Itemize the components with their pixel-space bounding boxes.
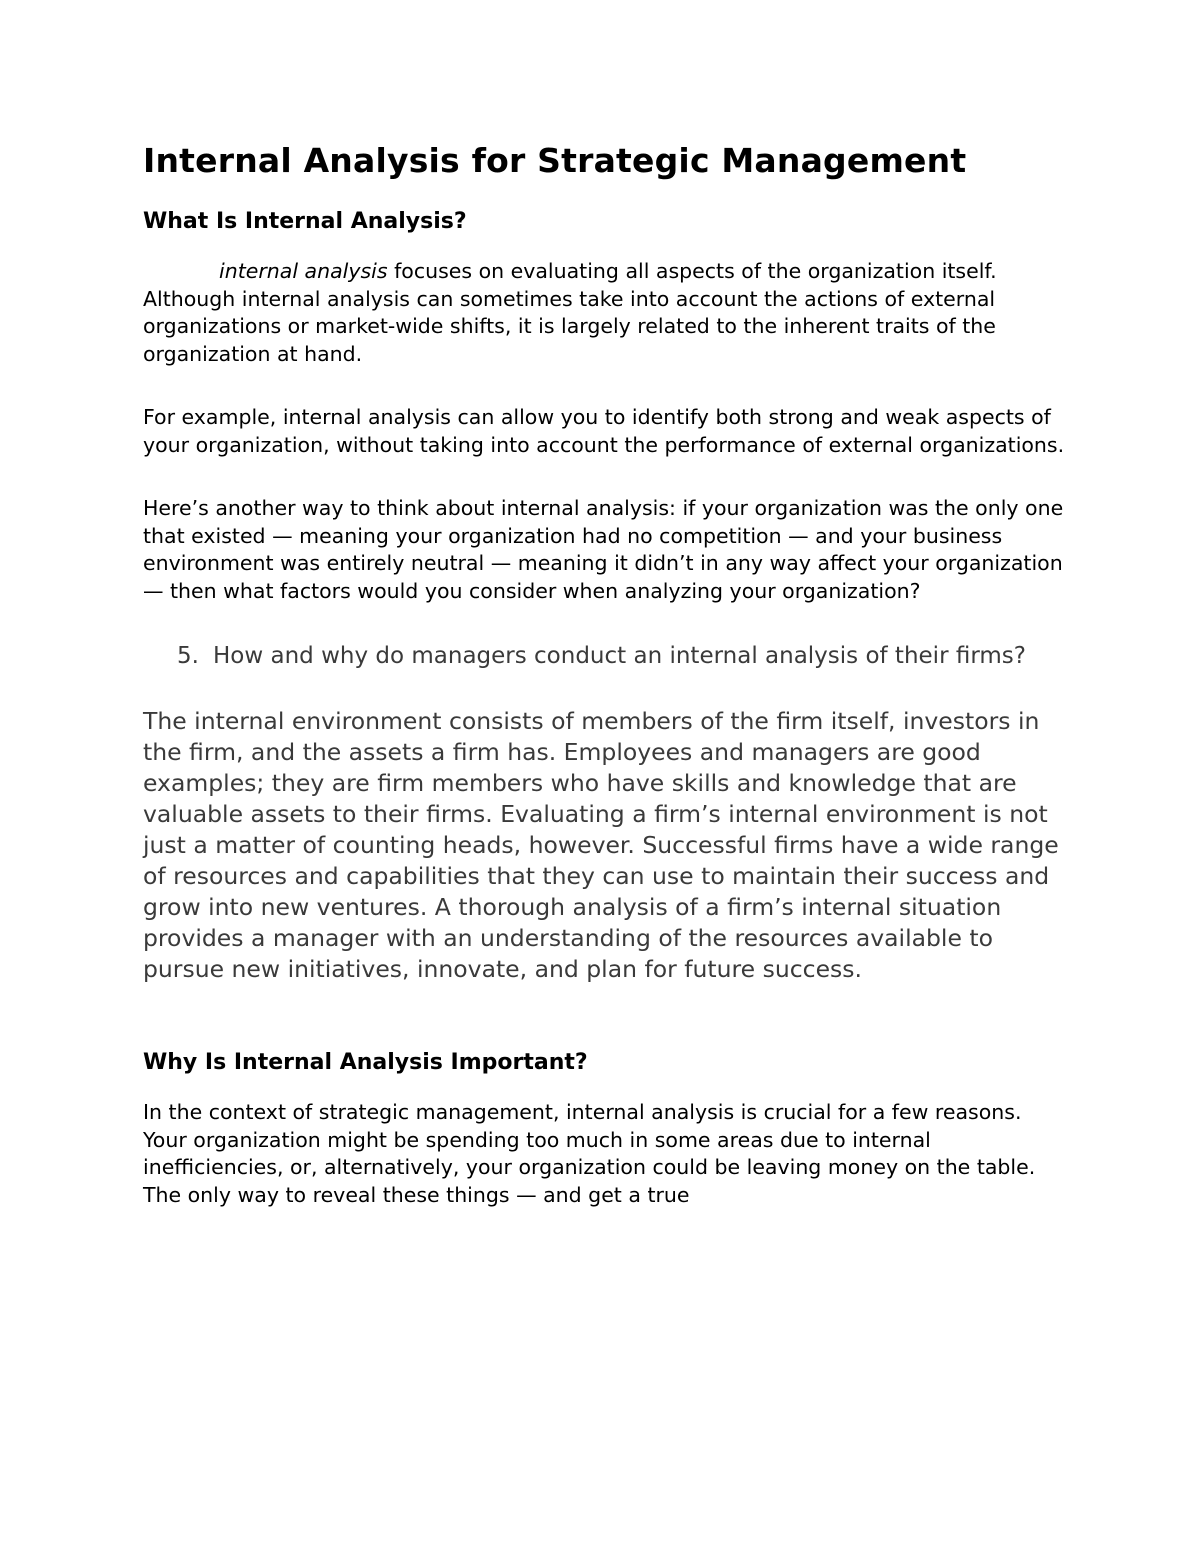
term-internal-analysis: internal analysis [219,259,388,283]
question-text: How and why do managers conduct an internal analysis of their firms? [213,643,1026,669]
document-content [143,140,1068,1245]
paragraph-context: In the context of strategic management, internal analysis is crucial for a few reasons. Your organization might be spending too much in some areas due to internal inefficiencies, or, alternatively, your organization could be leaving money on the table. The only way to reveal these things — and get a true [143,1100,1036,1207]
paragraph-definition-text: focuses on evaluating all aspects of the organization itself. Although internal analysis can sometimes take into account the actions of external organizations or market-wide shifts, it is largely related to the inherent traits of the organization at hand. [143,259,997,366]
paragraph-definition [143,258,1068,368]
answer-paragraph: The internal environment consists of members of the firm itself, investors in the firm, and the assets a firm has. Employees and managers are good examples; they are firm members who have skills and knowledge that are valuable assets to their firms. Evaluating a firm’s internal environment is not just a matter of counting heads, however. Successful firms have a wide range of resources and capabilities that they can use to maintain their success and grow into new ventures. A thorough analysis of a firm’s internal situation provides a manager with an understanding of the resources available to pursue new initiatives, innovate, and plan for future success. [143,707,1059,983]
section-heading-what-is: What Is Internal Analysis? [143,209,467,234]
paragraph-example: For example, internal analysis can allow you to identify both strong and weak aspects of your organization, without taking into account the performance of external organizations. [143,405,1065,457]
question-number: 5. [177,643,199,669]
question-item [177,641,1068,672]
section-why-important [143,1049,1068,1209]
document-title: Internal Analysis for Strategic Management [143,141,967,180]
question-list [143,641,1068,672]
paragraph-another-way: Here’s another way to think about internal analysis: if your organization was the only one that existed — meaning your organization had no competition — and your business environment was entirely neutral — meaning it didn’t in any way affect your organization — then what factors would you consider when analyzing your organization? [143,496,1064,603]
section-heading-why-important: Why Is Internal Analysis Important? [143,1050,588,1075]
